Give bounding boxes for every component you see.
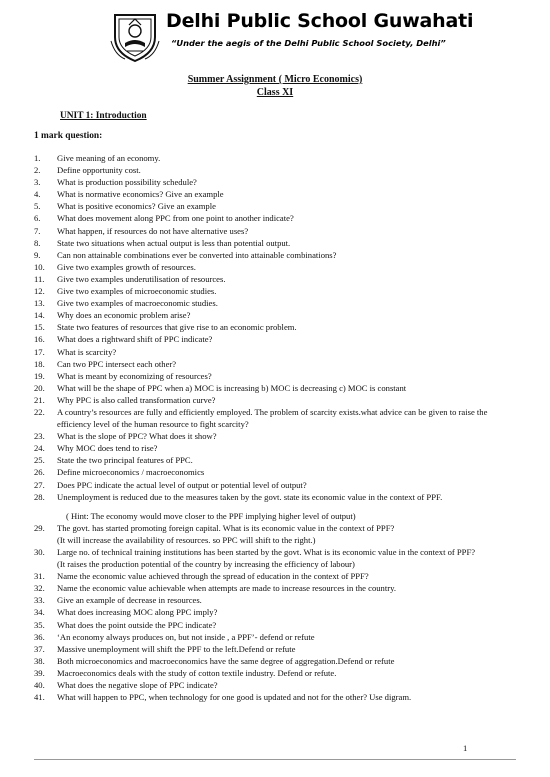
question-number: 9.	[34, 249, 41, 260]
question-number: 30.	[34, 547, 45, 557]
school-tagline: “Under the aegis of the Delhi Public School Society, Delhi”	[171, 38, 446, 48]
answer-hint: (It will increase the availability of resources. so PPC will shift to the right.)	[57, 534, 316, 545]
question-number: 16.	[34, 334, 45, 345]
question-number: 15.	[34, 322, 45, 333]
assignment-title	[0, 74, 550, 99]
question-text: What does a rightward shift of PPC indicate?	[57, 334, 213, 345]
question-number: 24.	[34, 443, 45, 454]
question-number: 33.	[34, 595, 45, 606]
question-text: What does increasing MOC along PPC imply?	[57, 607, 218, 618]
question-number: 11.	[34, 273, 45, 284]
question-number: 28.	[34, 491, 45, 502]
question-item	[0, 346, 550, 358]
question-number: 4.	[34, 189, 41, 200]
question-number: 35.	[34, 619, 45, 630]
question-item	[0, 249, 550, 261]
school-logo-emblem	[109, 11, 161, 63]
question-item	[0, 522, 550, 534]
question-item	[0, 152, 550, 164]
question-number: 23.	[34, 431, 45, 442]
question-text: Give two examples underutilisation of resources.	[57, 273, 226, 284]
question-text: Name the economic value achievable when attempts are made to increase resources in the country.	[57, 583, 396, 594]
question-item	[0, 261, 550, 273]
question-number: 7.	[34, 225, 41, 236]
question-text: Unemployment is reduced due to the measures taken by the govt. state its economic value in the context of PPF.	[57, 491, 443, 502]
question-number: 37.	[34, 643, 45, 654]
question-text: Give two examples of microeconomic studies.	[57, 286, 217, 297]
question-item	[0, 491, 550, 503]
question-text: State the two principal features of PPC.	[57, 455, 193, 466]
question-text: Define opportunity cost.	[57, 165, 141, 176]
question-text: Why PPC is also called transformation curve?	[57, 394, 216, 405]
question-number: 39.	[34, 667, 45, 678]
question-number: 25.	[34, 455, 45, 466]
question-text: What does the negative slope of PPC indicate?	[57, 680, 218, 691]
unit-heading: UNIT 1: Introduction	[60, 111, 147, 121]
question-text: Name the economic value achieved through the spread of education in the context of PPF?	[57, 571, 369, 582]
answer-hint: ( Hint: The economy would move closer to the PPF implying higher level of output)	[66, 510, 356, 521]
question-text: What does the point outside the PPC indicate?	[57, 619, 217, 630]
question-number: 17.	[34, 346, 45, 357]
question-text: What is normative economics? Give an example	[57, 189, 224, 200]
question-number: 5.	[34, 201, 41, 212]
question-item	[0, 358, 550, 370]
question-item	[0, 454, 550, 466]
question-item	[0, 394, 550, 406]
question-text: A country’s resources are fully and efficiently employed. The problem of scarcity exists.what advice can be given to raise the efficiency level of the human resource to fight scarcity?	[57, 406, 488, 430]
question-number: 20.	[34, 382, 45, 393]
question-number: 10.	[34, 261, 45, 272]
question-text: The govt. has started promoting foreign capital. What is its economic value in the context of PPF?	[57, 522, 395, 533]
question-item	[0, 225, 550, 237]
question-text: Give meaning of an economy.	[57, 153, 161, 163]
question-text: Define microeconomics / macroeconomics	[57, 467, 205, 478]
question-number: 1.	[34, 153, 41, 163]
question-text: Can two PPC intersect each other?	[57, 358, 177, 369]
question-text: What is positive economics? Give an example	[57, 201, 216, 212]
question-text: Can non attainable combinations ever be converted into attainable combinations?	[57, 249, 337, 260]
question-number: 2.	[34, 165, 41, 176]
question-text: What will happen to PPC, when technology for one good is updated and not for the other? Use digram.	[57, 692, 412, 703]
question-item	[0, 212, 550, 224]
question-text: State two features of resources that give rise to an economic problem.	[57, 322, 297, 333]
question-text: State two situations when actual output is less than potential output.	[57, 237, 291, 248]
question-item	[0, 297, 550, 309]
question-item	[0, 309, 550, 321]
question-item	[0, 382, 550, 394]
question-item	[0, 619, 550, 631]
school-header	[0, 8, 550, 66]
question-item	[0, 200, 550, 212]
question-item	[0, 406, 550, 430]
question-text: What happen, if resources do not have alternative uses?	[57, 225, 249, 236]
question-number: 8.	[34, 237, 41, 248]
question-text: Both microeconomics and macroeconomics have the same degree of aggregation.Defend or refute	[57, 655, 395, 666]
question-number: 6.	[34, 213, 41, 224]
question-number: 38.	[34, 655, 45, 666]
question-text: What is the slope of PPC? What does it show?	[57, 431, 217, 442]
question-text: Give two examples of macroeconomic studies.	[57, 298, 218, 309]
question-text: What is meant by economizing of resources?	[57, 370, 212, 381]
question-item	[0, 679, 550, 691]
question-number: 31.	[34, 571, 45, 582]
question-text: Massive unemployment will shift the PPF to the left.Defend or refute	[57, 643, 296, 654]
question-item	[0, 479, 550, 491]
question-number: 29.	[34, 522, 45, 533]
question-item	[0, 430, 550, 442]
question-text: What does movement along PPC from one point to another indicate?	[57, 213, 294, 224]
question-text: Macroeconomics deals with the study of cotton textile industry. Defend or refute.	[57, 667, 337, 678]
question-item	[0, 606, 550, 618]
question-number: 32.	[34, 583, 45, 594]
question-number: 14.	[34, 310, 45, 321]
question-number: 12.	[34, 286, 45, 297]
question-number: 36.	[34, 631, 45, 642]
question-number: 18.	[34, 358, 45, 369]
question-text: What is scarcity?	[57, 346, 117, 357]
question-number: 3.	[34, 177, 41, 188]
question-item	[0, 691, 550, 703]
question-number: 13.	[34, 298, 45, 309]
question-item	[0, 188, 550, 200]
question-item	[0, 333, 550, 345]
question-number: 22.	[34, 406, 45, 417]
assignment-title-line: Summer Assignment ( Micro Economics)	[187, 74, 363, 85]
answer-hint: (It raises the production potential of the country by increasing the efficiency of labour)	[57, 559, 355, 570]
question-text: Large no. of technical training institutions has been started by the govt. What is its economic value in the context of PPF?	[57, 547, 476, 557]
question-item	[0, 582, 550, 594]
question-text: What is production possibility schedule?	[57, 177, 197, 188]
question-item	[0, 164, 550, 176]
question-text: What will be the shape of PPC when a) MOC is increasing b) MOC is decreasing c) MOC is constant	[57, 382, 407, 393]
question-number: 19.	[34, 370, 45, 381]
class-title-line: Class XI	[256, 86, 294, 98]
school-name: Delhi Public School Guwahati	[166, 10, 474, 32]
question-item	[0, 570, 550, 582]
question-item	[0, 285, 550, 297]
question-item	[0, 466, 550, 478]
section-heading: 1 mark question:	[34, 131, 103, 141]
question-item	[0, 655, 550, 667]
question-text: ‘An economy always produces on, but not inside , a PPF’- defend or refute	[57, 631, 315, 642]
question-item	[0, 273, 550, 285]
question-item	[0, 631, 550, 643]
question-item	[0, 237, 550, 249]
question-text: Does PPC indicate the actual level of output or potential level of output?	[57, 479, 307, 490]
question-item	[0, 321, 550, 333]
question-item	[0, 667, 550, 679]
question-number: 21.	[34, 394, 45, 405]
question-item	[0, 370, 550, 382]
question-number: 34.	[34, 607, 45, 618]
question-list	[0, 152, 550, 703]
question-item	[0, 643, 550, 655]
question-item	[0, 442, 550, 454]
question-text: Why does an economic problem arise?	[57, 310, 191, 321]
question-number: 40.	[34, 680, 45, 691]
question-number: 41.	[34, 692, 45, 703]
question-number: 26.	[34, 467, 45, 478]
footer-rule	[34, 759, 516, 760]
question-item	[0, 546, 550, 558]
page-number: 1	[463, 743, 468, 753]
question-number: 27.	[34, 479, 45, 490]
question-item	[0, 594, 550, 606]
question-item	[0, 176, 550, 188]
question-text: Give two examples growth of resources.	[57, 261, 196, 272]
question-text: Give an example of decrease in resources.	[57, 595, 202, 606]
question-text: Why MOC does tend to rise?	[57, 443, 158, 454]
